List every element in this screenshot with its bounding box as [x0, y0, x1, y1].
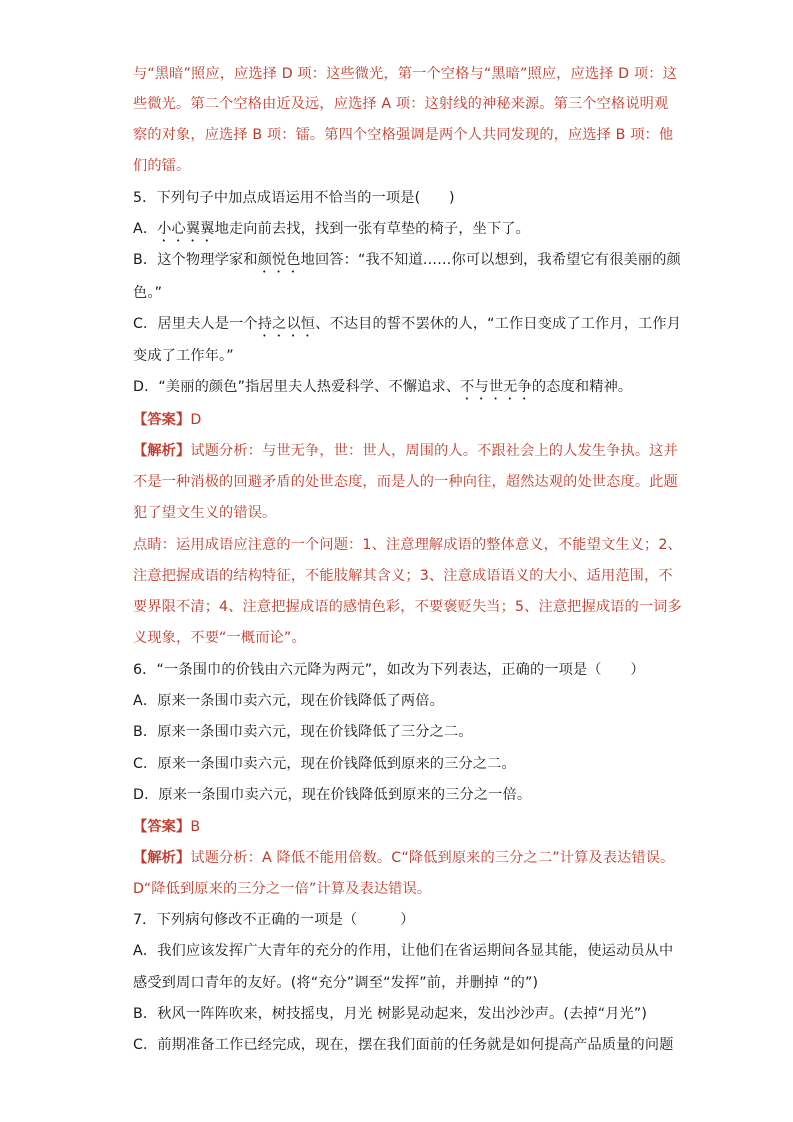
- explanation-line-2: 些微光。第二个空格由近及远，应选择 A 项：这射线的神秘来源。第三个空格说明观: [133, 96, 669, 112]
- analysis-tag: 【解析】: [133, 443, 191, 459]
- q7-line-2: 感受到周口青年的友好。(将“充分”调至“发挥”前，并删掉 “的”): [133, 975, 539, 991]
- q5-tip-2: 注意把握成语的结构特征，不能肢解其含义；3、注意成语语义的大小、适用范围，不: [133, 568, 673, 584]
- q5-tip-1: 点睛：运用成语应注意的一个问题：1、注意理解成语的整体意义，不能望文生义；2、: [133, 537, 682, 553]
- q7-line-1: A．我们应该发挥广大青年的充分的作用，让他们在省运期间各显其能，使运动员从中: [133, 943, 674, 959]
- q5-analysis-3: 犯了望文生义的错误。: [133, 505, 277, 521]
- option-text: 、不达目的誓不罢休的人，“工作日变成了工作月，工作月: [315, 316, 682, 332]
- dotted-idiom: 颜悦色: [257, 252, 301, 268]
- option-label: A．: [133, 221, 158, 237]
- q5-option-a: [133, 219, 661, 245]
- q5-option-b: [133, 250, 681, 276]
- option-text: D．“美丽的颜色”指居里夫人热爱科学、不懈追求、: [133, 379, 461, 395]
- q5-tip-4: 义现象，不要“一概而论”。: [133, 630, 306, 646]
- q6-analysis-1: [133, 848, 675, 868]
- q5-option-d: [133, 377, 661, 403]
- analysis-tag: 【解析】: [133, 850, 191, 866]
- dotted-idiom: 不与世无争: [460, 379, 532, 395]
- dotted-idiom: 持之以恒: [257, 316, 316, 332]
- option-text: 地走向前去找，找到一张有草垫的椅子，坐下了。: [214, 221, 530, 237]
- q6-answer: [133, 817, 661, 837]
- explanation-line-1: 与“黑暗”照应，应选择 D 项：这些微光，第一个空格与“黑暗”照应，应选择 D 项：这: [133, 66, 677, 82]
- explanation-line-4: 们的镭。: [133, 158, 191, 174]
- answer-value: B: [190, 819, 201, 835]
- q5-option-c: [133, 314, 682, 340]
- q7-line-3: B．秋风一阵阵吹来，树技摇曳，月光 树影晃动起来，发出沙沙声。(去掉“月光”): [133, 1006, 648, 1022]
- explanation-line-3: 察的对象，应选择 B 项：镭。第四个空格强调是两个人共同发现的，应选择 B 项：他: [133, 127, 674, 143]
- analysis-text: 试题分析：A 降低不能用倍数。C“降低到原来的三分之二”计算及表达错误。: [190, 850, 675, 866]
- q6-option-b: B．原来一条围巾卖六元，现在价钱降低了三分之二。: [133, 724, 473, 740]
- q5-answer: [133, 410, 661, 430]
- q5-tip-3: 要界限不清；4、注意把握成语的感情色彩，不要褒贬失当；5、注意把握成语的一词多: [133, 599, 682, 615]
- q7-stem: 7．下列病句修改不正确的一项是（ ）: [133, 912, 415, 928]
- q6-stem: 6．“一条围巾的价钱由六元降为两元”，如改为下列表达，正确的一项是（ ）: [133, 662, 645, 678]
- answer-value: D: [190, 412, 202, 428]
- q5-option-c-cont: 变成了工作年。”: [133, 348, 234, 364]
- option-text: C．居里夫人是一个: [133, 316, 258, 332]
- option-text: B．这个物理学家和: [133, 252, 258, 268]
- q5-analysis-2: 不是一种消极的回避矛盾的处世态度，而是人的一种向往，超然达观的处世态度。此题: [133, 474, 678, 490]
- q5-option-b-cont: 色。”: [133, 285, 163, 301]
- q6-option-d: D．原来一条围巾卖六元，现在价钱降低到原来的三分之一倍。: [133, 787, 532, 803]
- q6-analysis-2: D“降低到原来的三分之一倍”计算及表达错误。: [133, 881, 432, 897]
- dotted-idiom: 小心翼翼: [157, 221, 215, 237]
- answer-tag: 【答案】: [133, 412, 191, 428]
- option-text: 的态度和精神。: [531, 379, 633, 395]
- analysis-text: 试题分析：与世无争，世：世人，周围的人。不跟社会上的人发生争执。这并: [190, 443, 678, 459]
- q6-option-a: A．原来一条围巾卖六元，现在价钱降低了两倍。: [133, 693, 444, 709]
- answer-tag: 【答案】: [133, 819, 191, 835]
- q6-option-c: C．原来一条围巾卖六元，现在价钱降低到原来的三分之二。: [133, 756, 516, 772]
- option-text: 地回答：“我不知道……你可以想到，我希望它有很美丽的颜: [300, 252, 681, 268]
- q7-line-4: C．前期准备工作已经完成，现在，摆在我们面前的任务就是如何提高产品质量的问题: [133, 1037, 674, 1053]
- q5-analysis-1: [133, 441, 678, 461]
- q5-stem: 5．下列句子中加点成语运用不恰当的一项是( ): [133, 190, 455, 206]
